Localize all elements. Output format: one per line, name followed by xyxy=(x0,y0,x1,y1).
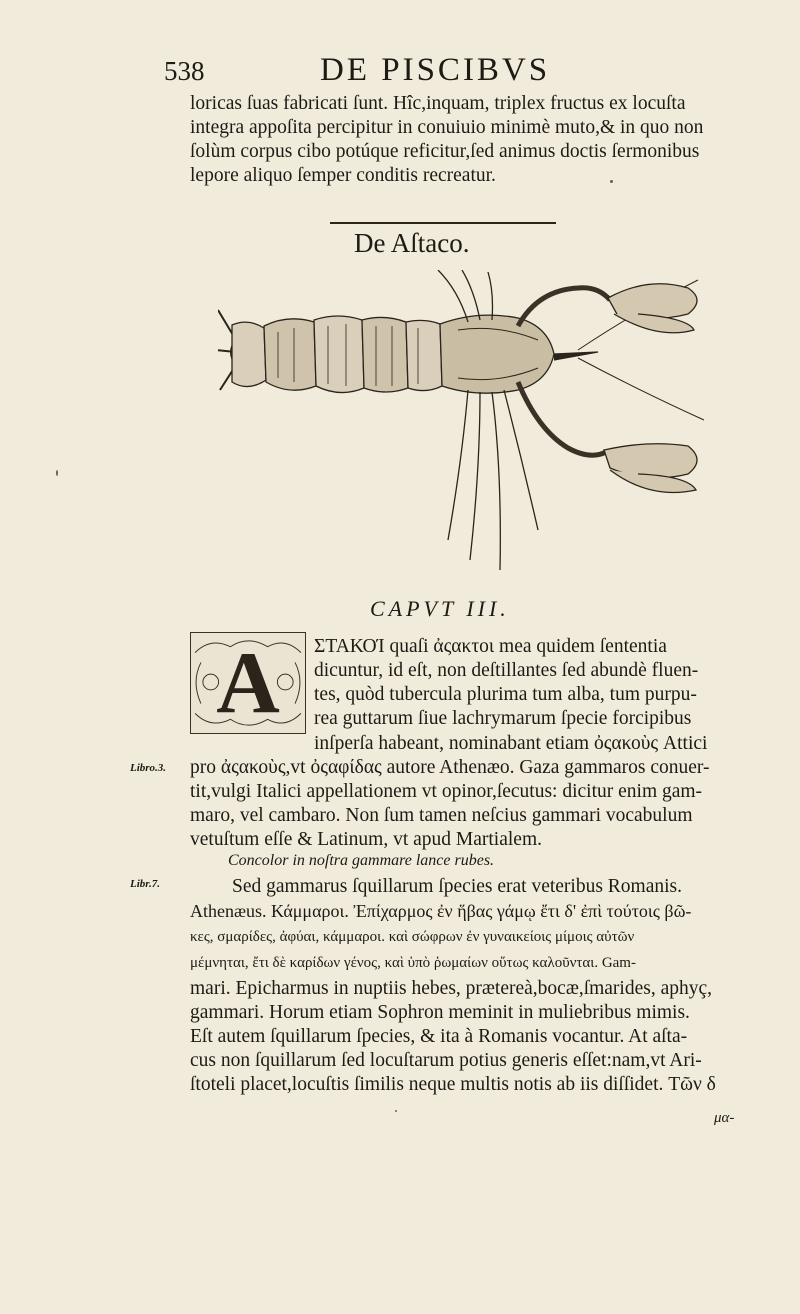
paper-speck xyxy=(56,470,58,476)
text-line: ΣΤΑΚΟΊ quaſi ἀςακτοι mea quidem ſententia xyxy=(314,636,667,657)
section-title: De Aſtaco. xyxy=(330,222,556,259)
greek-line: μέμνηται, ἔτι δὲ καρίδων γένος, καὶ ὑπὸ ῥωμαίων οὕτως καλοῦνται. Gam- xyxy=(190,955,636,971)
page-header xyxy=(150,52,750,92)
greek-line: κες, σμαρίδες, ἀφύαι, κάμμαροι. καὶ σώφρων ἐν γυναικείοις μίμοις αὐτῶν xyxy=(190,929,635,945)
crayfish-woodcut xyxy=(218,270,708,590)
text-line: dicuntur, id eſt, non deſtillantes ſed abundè fluen- xyxy=(314,660,699,681)
quotation-verse: Concolor in noſtra gammare lance rubes. xyxy=(228,852,495,869)
text-line: mari. Epicharmus in nuptiis hebes, prætereà,bocæ,ſmarides, aphyç, xyxy=(190,978,713,999)
text-line: tit,vulgi Italici appellationem vt opinor,ſecutus: dicitur enim gam- xyxy=(190,781,703,802)
intro-line: lepore aliquo ſemper conditis recreatur. xyxy=(190,165,496,186)
intro-line: ſolùm corpus cibo potúque reficitur,ſed animus doctis ſermonibus xyxy=(190,141,700,162)
margin-note: Libro.3. xyxy=(130,762,167,774)
margin-note: Libr.7. xyxy=(130,878,160,890)
text-line: maro, vel cambaro. Non ſum tamen neſcius gammari vocabulum xyxy=(190,805,693,826)
initial-letter: A xyxy=(216,634,280,732)
text-line: inſperſa habeant, nominabant etiam ὀςακοὺς Attici xyxy=(314,733,708,754)
decorated-initial xyxy=(190,632,306,734)
text-line: tes, quòd tubercula plurima tum alba, tum purpu- xyxy=(314,684,697,705)
text-line: Eſt autem ſquillarum ſpecies, & ita à Romanis vocantur. At aſta- xyxy=(190,1026,688,1047)
catchword: μα- xyxy=(714,1110,735,1126)
text-line: Sed gammarus ſquillarum ſpecies erat veteribus Romanis. xyxy=(232,876,683,897)
text-line: gammari. Horum etiam Sophron meminit in muliebribus mimis. xyxy=(190,1002,690,1023)
chapter-heading: CAPVT III. xyxy=(370,596,510,621)
text-line: pro ἀςακοὺς,vt ὀςαφίδας autore Athenæo. Gaza gammaros conuer- xyxy=(190,757,710,778)
text-line: cus non ſquillarum ſed locuſtarum potius generis eſſet:nam,vt Ari- xyxy=(190,1050,702,1071)
text-line: Athenæus. Κάμμαροι. Ἐπίχαρμος ἐν ἥβας γάμῳ ἔτι δ' ἐπὶ τούτοις βῶ- xyxy=(190,901,692,921)
running-head: DE PISCIBVS xyxy=(320,52,551,88)
text-line: rea guttarum ſiue lachrymarum ſpecie forcipibus xyxy=(314,708,692,729)
text-line: vetuſtum eſſe & Latinum, vt apud Martialem. xyxy=(190,829,542,850)
paper-speck xyxy=(610,180,613,183)
page-number: 538 xyxy=(164,56,205,86)
intro-line: loricas ſuas fabricati ſunt. Hîc,inquam, triplex fructus ex locuſta xyxy=(190,93,686,114)
text-line: ſtoteli placet,locuſtis ſimilis neque multis notis ab iis diſſidet. Τῶν δ xyxy=(190,1074,716,1095)
paper-speck xyxy=(395,1110,397,1112)
intro-line: integra appoſita percipitur in conuiuio minimè muto,& in quo non xyxy=(190,117,704,138)
